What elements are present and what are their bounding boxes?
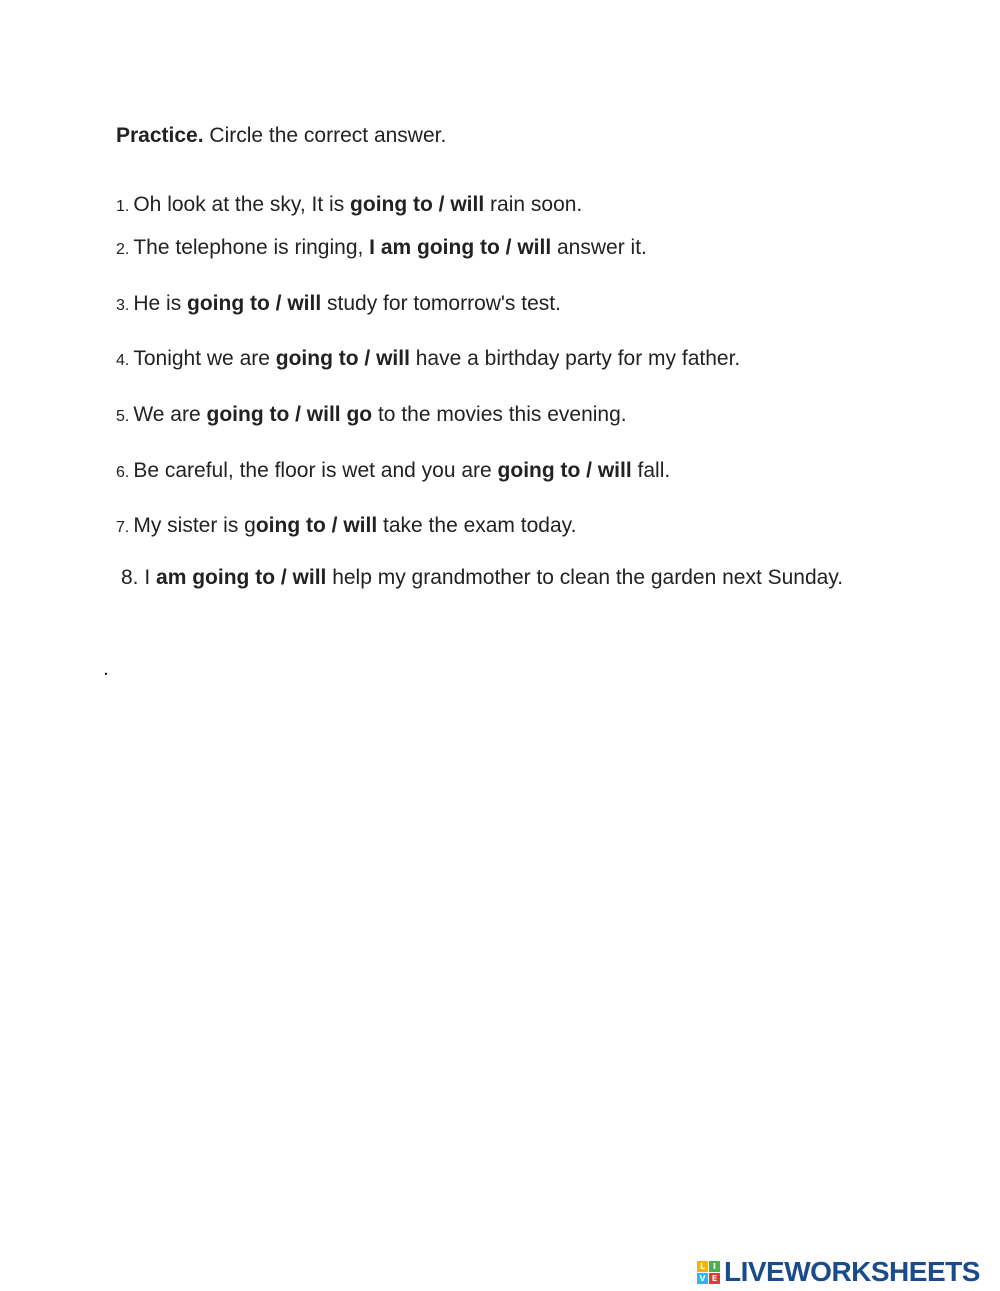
item-number: 6. (116, 464, 130, 481)
answer-choices[interactable]: going to / will (187, 292, 322, 315)
exercise-item-1 (116, 194, 582, 215)
item-text-after: take the exam today. (377, 514, 577, 537)
logo-mark-cell: E (709, 1273, 720, 1284)
logo-mark-cell: I (709, 1261, 720, 1272)
item-number: 7. (116, 519, 130, 536)
item-text-before: He is (133, 292, 188, 315)
instruction-heading (116, 124, 446, 148)
answer-choices[interactable]: going to / will (350, 193, 485, 216)
trailing-period: . (103, 657, 109, 680)
item-number: 8. I (121, 566, 157, 589)
exercise-item-4 (116, 348, 740, 369)
answer-choices[interactable]: oing to / will (255, 514, 378, 537)
exercise-item-2 (116, 237, 647, 258)
item-number: 4. (116, 352, 130, 369)
item-text-after: rain soon. (484, 193, 583, 216)
item-text-after: have a birthday party for my father. (409, 347, 741, 370)
exercise-item-7 (116, 515, 576, 536)
instruction-label: Practice. (116, 124, 204, 147)
logo-mark-cell: V (697, 1273, 708, 1284)
item-number: 5. (116, 408, 130, 425)
logo-text: LIVEWORKSHEETS (724, 1256, 980, 1287)
answer-choices[interactable]: I am going to / will (369, 236, 552, 259)
exercise-item-5 (116, 404, 627, 425)
item-text-after: help my grandmother to clean the garden next Sunday. (326, 566, 844, 589)
item-text-before: Be careful, the floor is wet and you are (133, 459, 498, 482)
item-number: 3. (116, 297, 130, 314)
answer-choices[interactable]: am going to / will (156, 566, 327, 589)
exercise-item-8 (103, 558, 863, 598)
exercise-item-3 (116, 293, 561, 314)
item-number: 1. (116, 198, 130, 215)
item-text-after: study for tomorrow's test. (321, 292, 561, 315)
item-text-after: fall. (631, 459, 671, 482)
liveworksheets-logo (697, 1256, 980, 1288)
item-text-after: answer it. (551, 236, 647, 259)
item-text-before: Oh look at the sky, It is (133, 193, 351, 216)
instruction-text: Circle the correct answer. (203, 124, 447, 147)
answer-choices[interactable]: going to / will (275, 347, 410, 370)
item-number: 2. (116, 241, 130, 258)
item-text-before: We are (133, 403, 207, 426)
item-text-after: to the movies this evening. (372, 403, 627, 426)
item-text-before: Tonight we are (133, 347, 276, 370)
answer-choices[interactable]: going to / will go (206, 403, 373, 426)
answer-choices[interactable]: going to / will (497, 459, 632, 482)
item-text-before: My sister is g (133, 514, 256, 537)
logo-mark-icon (697, 1261, 720, 1284)
exercise-item-6 (116, 460, 670, 481)
item-text-before: The telephone is ringing, (133, 236, 370, 259)
logo-mark-cell: L (697, 1261, 708, 1272)
